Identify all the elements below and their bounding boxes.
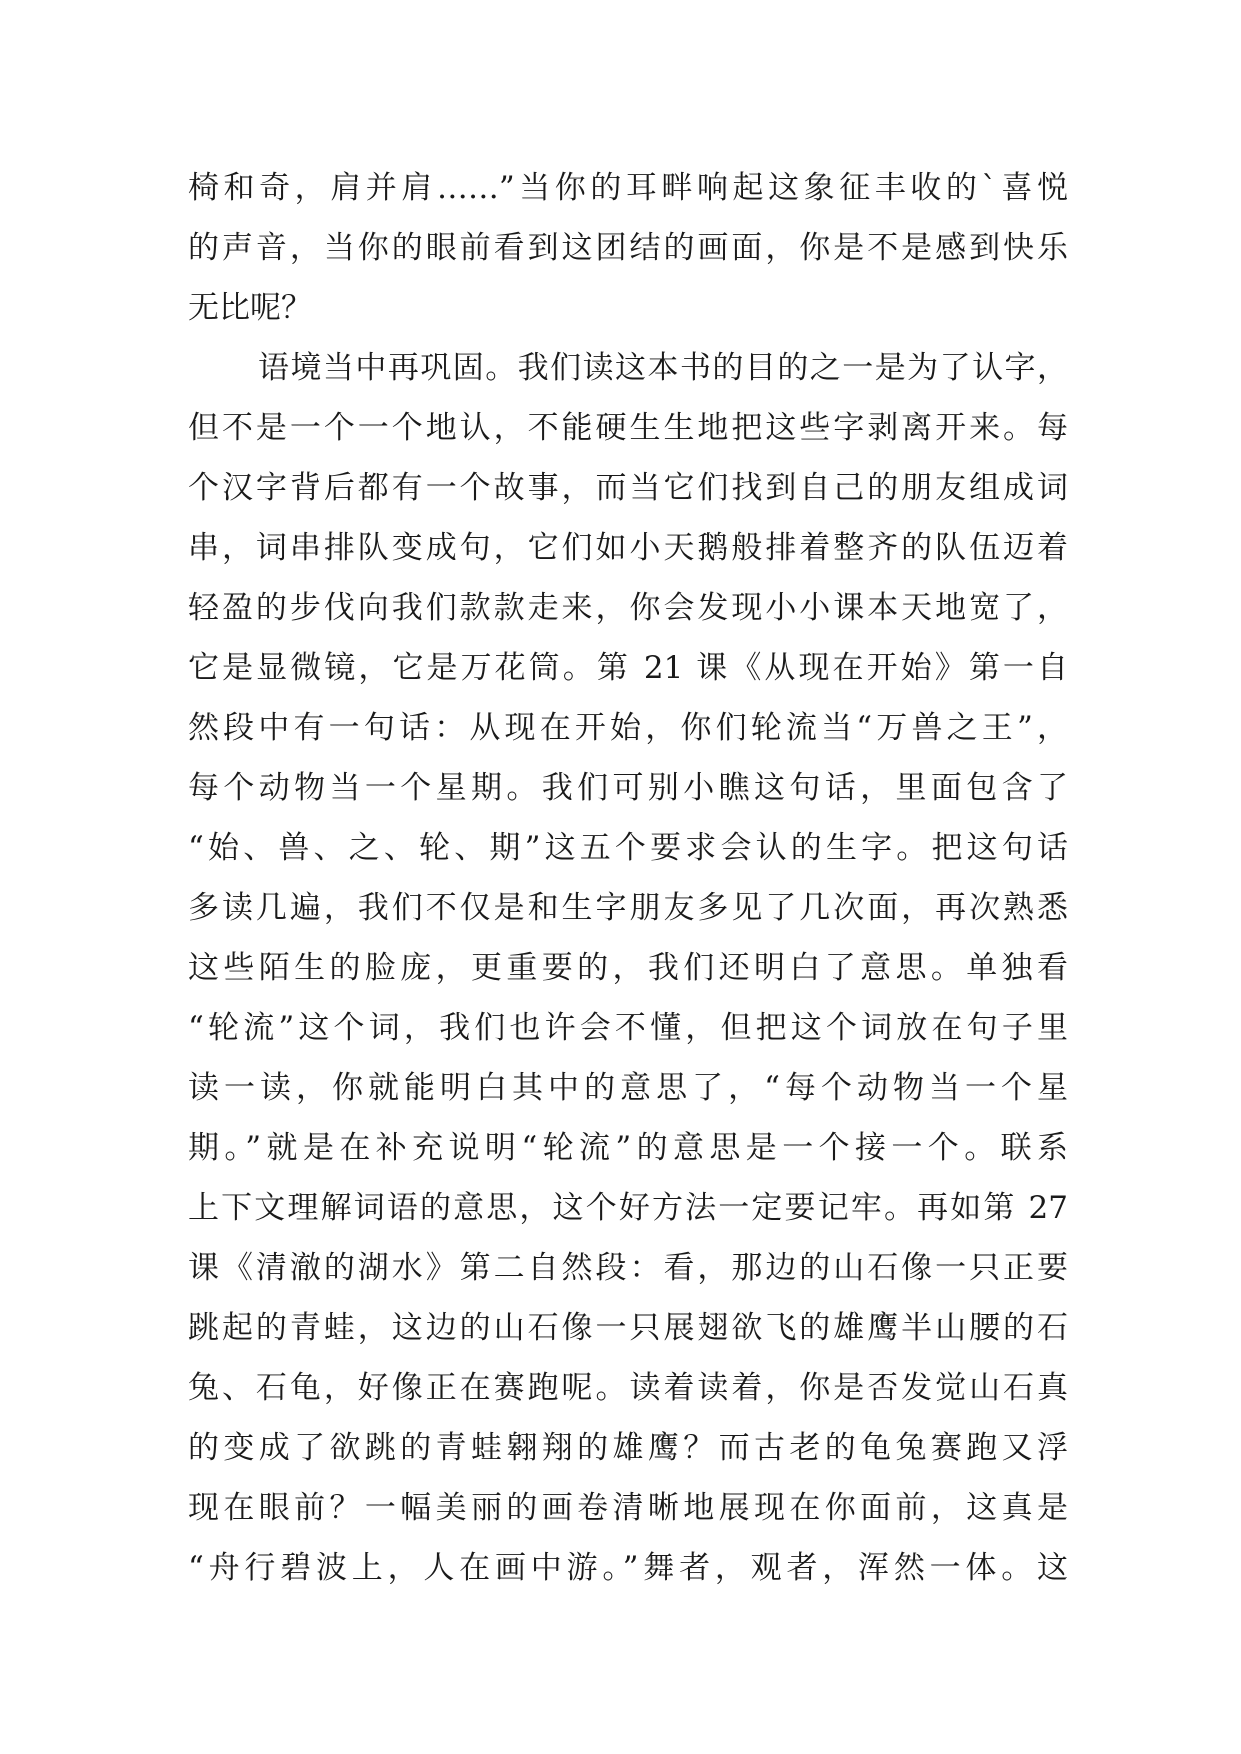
text-line: 兔、石龟，好像正在赛跑呢。读着读着，你是否发觉山石真 bbox=[188, 1370, 1068, 1406]
text-line: 串，词串排队变成句，它们如小天鹅般排着整齐的队伍迈着 bbox=[188, 530, 1068, 566]
text-line: 读一读，你就能明白其中的意思了，“每个动物当一个星 bbox=[188, 1070, 1068, 1106]
text-line: 多读几遍，我们不仅是和生字朋友多见了几次面，再次熟悉 bbox=[188, 890, 1068, 926]
paragraph-first-line: 语境当中再巩固。我们读这本书的目的之一是为了认字， bbox=[258, 350, 1068, 386]
body-text bbox=[188, 158, 1068, 1598]
text-line: 期。”就是在补充说明“轮流”的意思是一个接一个。联系 bbox=[188, 1130, 1068, 1166]
text-line: 无比呢？ bbox=[188, 290, 312, 326]
text-line: “舟行碧波上，人在画中游。”舞者，观者，浑然一体。这 bbox=[188, 1550, 1068, 1586]
text-line: 课《清澈的湖水》第二自然段：看，那边的山石像一只正要 bbox=[188, 1250, 1068, 1286]
text-line: 但不是一个一个地认，不能硬生生地把这些字剥离开来。每 bbox=[188, 410, 1068, 446]
text-line: 每个动物当一个星期。我们可别小瞧这句话，里面包含了 bbox=[188, 770, 1068, 806]
text-line: 个汉字背后都有一个故事，而当它们找到自己的朋友组成词 bbox=[188, 470, 1068, 506]
text-line: 轻盈的步伐向我们款款走来，你会发现小小课本天地宽了， bbox=[188, 590, 1068, 626]
text-line: 跳起的青蛙，这边的山石像一只展翅欲飞的雄鹰半山腰的石 bbox=[188, 1310, 1068, 1346]
text-line: 它是显微镜，它是万花筒。第 21 课《从现在开始》第一自 bbox=[188, 650, 1068, 686]
text-line: 的声音，当你的眼前看到这团结的画面，你是不是感到快乐 bbox=[188, 230, 1068, 266]
text-line: 现在眼前？一幅美丽的画卷清晰地展现在你面前，这真是 bbox=[188, 1490, 1068, 1526]
text-line: 然段中有一句话：从现在开始，你们轮流当“万兽之王”， bbox=[188, 710, 1068, 746]
text-line: 上下文理解词语的意思，这个好方法一定要记牢。再如第 27 bbox=[188, 1190, 1068, 1226]
text-line: 这些陌生的脸庞，更重要的，我们还明白了意思。单独看 bbox=[188, 950, 1068, 986]
text-line: “始、兽、之、轮、期”这五个要求会认的生字。把这句话 bbox=[188, 830, 1068, 866]
text-line: “轮流”这个词，我们也许会不懂，但把这个词放在句子里 bbox=[188, 1010, 1068, 1046]
text-line: 的变成了欲跳的青蛙翱翔的雄鹰？而古老的龟兔赛跑又浮 bbox=[188, 1430, 1068, 1466]
text-line: 椅和奇，肩并肩……”当你的耳畔响起这象征丰收的`喜悦 bbox=[188, 170, 1068, 206]
